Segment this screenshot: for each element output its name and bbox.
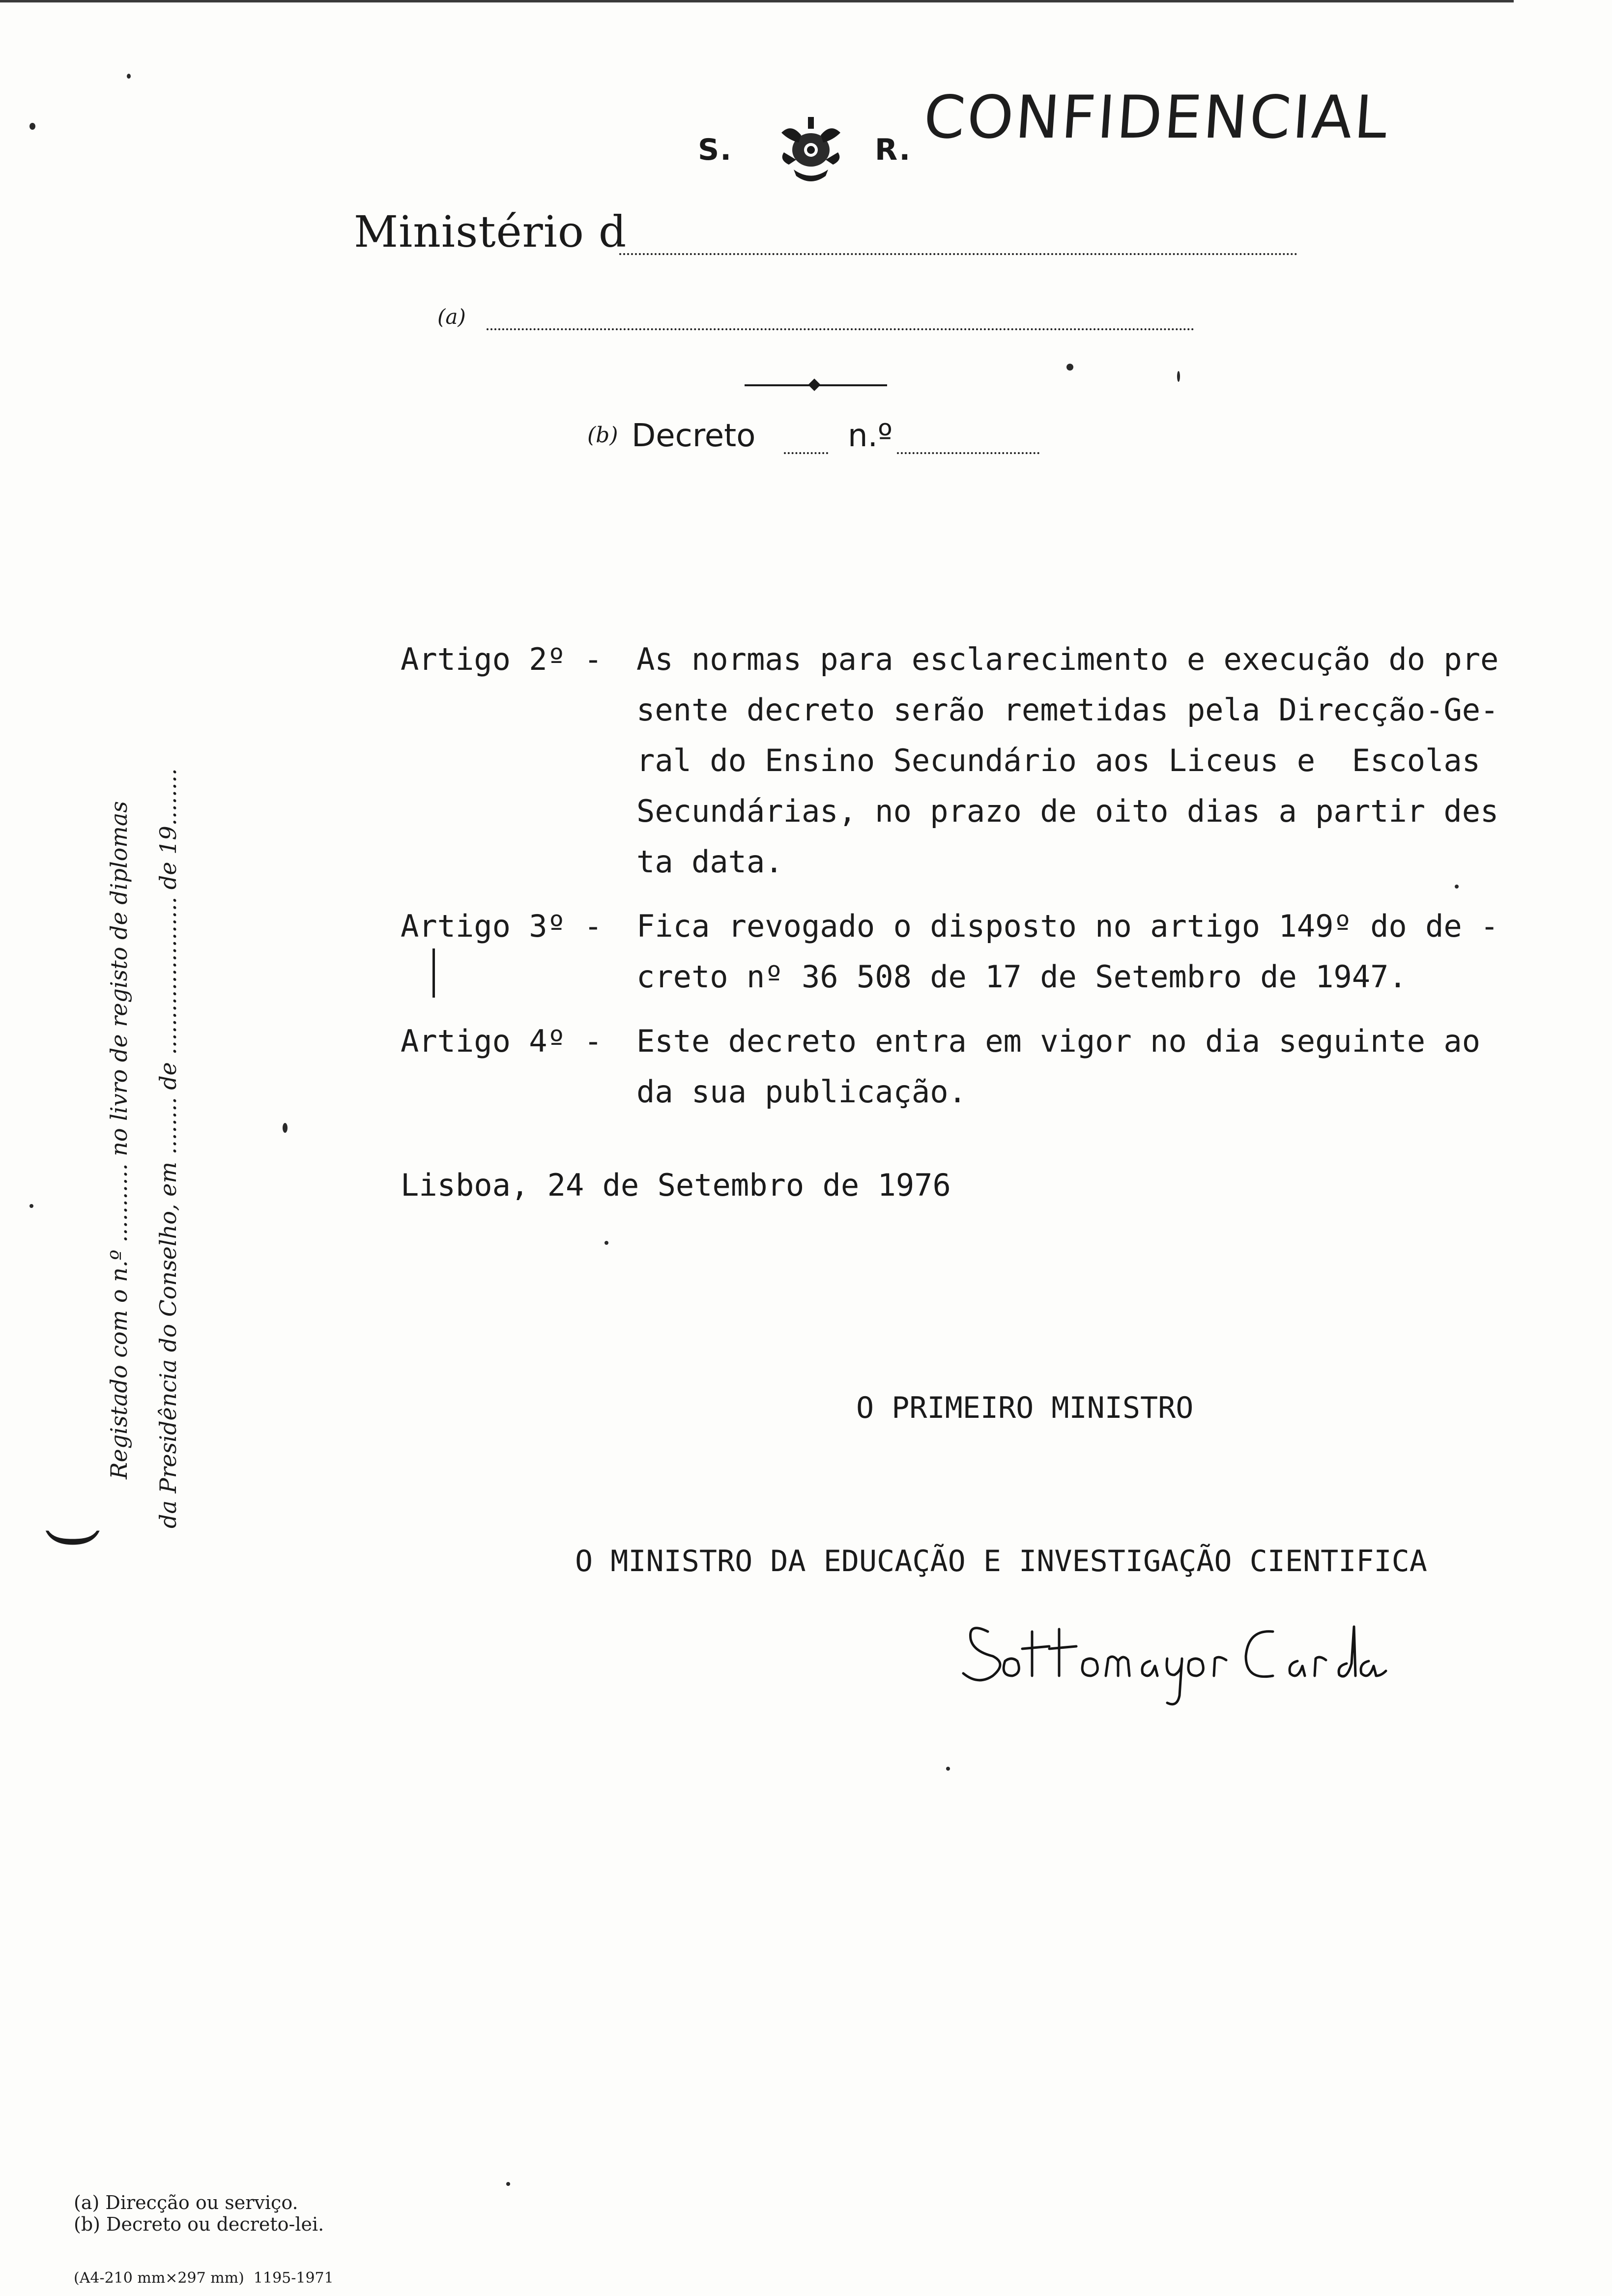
- scan-speck: [946, 1767, 950, 1771]
- article-line: Secundárias, no prazo de oito dias a partir des: [636, 793, 1499, 829]
- article-line: ta data.: [636, 844, 783, 880]
- article-line: Fica revogado o disposto no artigo 149º do de -: [636, 908, 1499, 944]
- scan-speck: [1177, 371, 1180, 382]
- article-line: da sua publicação.: [636, 1074, 967, 1110]
- divider-ornament: [745, 380, 887, 390]
- header-s-letter: S.: [698, 133, 733, 167]
- article-line: creto nº 36 508 de 17 de Setembro de 1947.: [636, 959, 1407, 995]
- article-text: [636, 901, 1580, 1002]
- decreto-field-marker: (b): [587, 423, 618, 448]
- article-line: sente decreto serão remetidas pela Direcção-Ge-: [636, 692, 1499, 728]
- article-text: [636, 1016, 1580, 1117]
- article-line: ral do Ensino Secundário aos Liceus e Escolas: [636, 743, 1481, 778]
- decreto-number-dotted-line: [897, 452, 1039, 454]
- print-code: (A4-210 mm×297 mm) 1195-1971: [74, 2269, 334, 2287]
- margin-bracket: (: [36, 1526, 105, 1550]
- ministerio-field: [354, 206, 1288, 260]
- scan-speck: [1066, 364, 1073, 371]
- registration-line-2: da Presidência do Conselho, em ........ de ...................... de 19........: [155, 768, 181, 1528]
- article-4: [401, 1016, 1580, 1117]
- footnote-a: (a) Direcção ou serviço.: [74, 2192, 298, 2213]
- top-rule: [0, 0, 1514, 2]
- service-field: [437, 305, 1194, 334]
- service-field-label: (a): [437, 305, 466, 329]
- header-r-letter: R.: [875, 133, 912, 167]
- scan-speck: [29, 1204, 33, 1208]
- article-label: Artigo 3º -: [401, 908, 603, 944]
- registration-margin-note: [36, 624, 187, 1550]
- numero-label: n.º: [848, 418, 893, 454]
- handwritten-signature: [958, 1602, 1401, 1720]
- article-2: [401, 634, 1580, 887]
- scan-speck: [127, 74, 131, 79]
- ministerio-label: Ministério d: [354, 206, 627, 257]
- margin-mark: [432, 948, 435, 998]
- place-and-date: Lisboa, 24 de Setembro de 1976: [401, 1167, 951, 1203]
- scan-speck: [506, 2182, 510, 2186]
- decree-body: [401, 634, 1580, 1131]
- article-label: Artigo 4º -: [401, 1023, 603, 1059]
- article-3: [401, 901, 1580, 1002]
- article-text: [636, 634, 1580, 887]
- article-label: Artigo 2º -: [401, 641, 603, 677]
- decreto-label: Decreto: [632, 418, 756, 454]
- registration-line-1: Registado com o n.º ........... no livro de registo de diplomas: [106, 801, 132, 1479]
- footnote-b: (b) Decreto ou decreto-lei.: [74, 2213, 324, 2235]
- decreto-type-dotted-line: [784, 452, 828, 454]
- article-line: Este decreto entra em vigor no dia seguinte ao: [636, 1023, 1481, 1059]
- article-line: As normas para esclarecimento e execução do pre: [636, 641, 1499, 677]
- footnotes: [74, 2192, 324, 2235]
- decreto-field: [587, 418, 1079, 462]
- scan-speck: [283, 1123, 288, 1133]
- education-minister-title: O MINISTRO DA EDUCAÇÃO E INVESTIGAÇÃO CIENTIFICA: [575, 1544, 1427, 1578]
- scan-speck: [1455, 885, 1459, 889]
- ministerio-dotted-line: [619, 253, 1297, 255]
- confidencial-stamp: CONFIDENCIAL: [921, 84, 1392, 152]
- coat-of-arms-icon: [772, 113, 850, 187]
- scan-speck: [604, 1241, 608, 1245]
- prime-minister-title: O PRIMEIRO MINISTRO: [856, 1391, 1194, 1425]
- ornament-diamond-icon: [808, 378, 820, 391]
- scan-speck: [29, 123, 35, 130]
- service-dotted-line: [487, 328, 1194, 330]
